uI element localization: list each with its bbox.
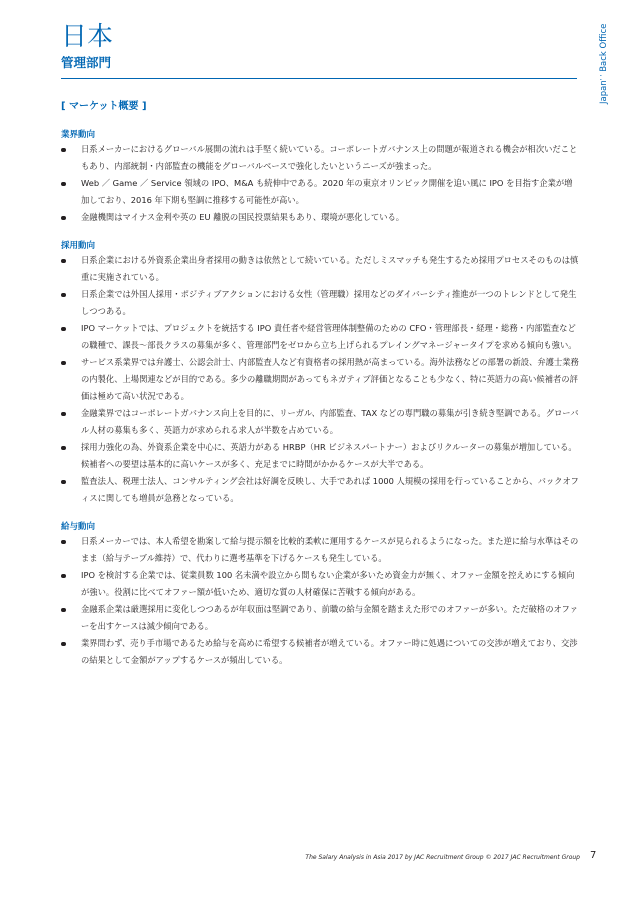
main-content (61, 100, 579, 683)
list-item (61, 601, 579, 635)
bullet-text: Web ／ Game ／ Service 領域の IPO、M&A も続伸中である。2020 年の東京オリンピック開催を追い風に IPO を目指す企業が増加しており、2016 年下期も堅調に推移する可能性が高い。 (81, 178, 573, 205)
section-salary-trends (61, 521, 579, 669)
bullet-text: 監査法人、税理士法人、コンサルティング会社は好調を反映し、大手であれば 1000 人規模の採用を行っていることから、バックオフィスに関しても増員が急務となっている。 (81, 476, 579, 503)
bullet-text: 日系企業における外資系企業出身者採用の動きは依然として続いている。ただしミスマッチも発生するため採用プロセスそのものは慎重に実施されている。 (81, 255, 579, 282)
list-item (61, 209, 579, 226)
bullet-icon (61, 182, 66, 187)
bullet-icon (61, 293, 66, 298)
bullet-text: 金融系企業は厳選採用に変化しつつあるが年収面は堅調であり、前職の給与金額を踏まえた形でのオファーが多い。ただ破格のオファーを出すケースは減少傾向である。 (81, 604, 578, 631)
list-item (61, 252, 579, 286)
bullet-icon (61, 216, 66, 221)
section-heading: 採用動向 (61, 241, 96, 251)
footer-copyright: The Salary Analysis in Asia 2017 by JAC Recruitment Group © 2017 JAC Recruitment Group (305, 854, 580, 861)
list-item (61, 320, 579, 354)
bullet-icon (61, 412, 66, 417)
page-subtitle: 管理部門 (61, 55, 112, 70)
list-item (61, 286, 579, 320)
side-section-label: Japan：Back Office (599, 23, 609, 104)
bullet-icon (61, 361, 66, 366)
bullet-icon (61, 642, 66, 647)
list-item (61, 533, 579, 567)
section-heading: 業界動向 (61, 130, 96, 140)
header-divider (61, 78, 577, 79)
section-heading: 給与動向 (61, 522, 96, 532)
bullet-list (61, 533, 579, 669)
bullet-icon (61, 259, 66, 264)
market-overview-heading: [ マーケット概要 ] (61, 101, 147, 112)
section-industry-trends (61, 129, 579, 226)
page-number: 7 (590, 850, 597, 861)
bullet-text: IPO マーケットでは、プロジェクトを統括する IPO 責任者や経営管理体制整備のための CFO・管理部長・経理・総務・内部監査などの職種で、課長〜部長クラスの募集が多く、管理部門をゼロから立ち上げられるプレイングマネージャータイプを求める傾向も強い。 (81, 323, 577, 350)
list-item (61, 354, 579, 405)
list-item (61, 175, 579, 209)
bullet-text: 採用力強化の為、外資系企業を中心に、英語力がある HRBP（HR ビジネスパートナー）およびリクルーターの募集が増加している。候補者への要望は基本的に高いケースが多く、充足までに時間がかかるケースが大半である。 (81, 442, 577, 469)
bullet-icon (61, 574, 66, 579)
bullet-icon (61, 148, 66, 153)
bullet-text: 日系メーカーにおけるグローバル展開の流れは手堅く続いている。コーポレートガバナンス上の問題が報道される機会が相次いだこともあり、内部統制・内部監査の機能をグローバルベースで強化したいというニーズが強まった。 (81, 144, 578, 171)
bullet-icon (61, 540, 66, 545)
page-title: 日本 (61, 22, 114, 52)
list-item (61, 635, 579, 669)
bullet-text: 金融業界ではコーポレートガバナンス向上を目的に、リーガル、内部監査、TAX などの専門職の募集が引き続き堅調である。グローバル人材の募集も多く、英語力が求められる求人が半数を占めている。 (81, 408, 579, 435)
bullet-text: IPO を検討する企業では、従業員数 100 名未満や設立から間もない企業が多いため資金力が無く、オファー金額を控えめにする傾向が強い。役割に比べてオファー額が低いため、適切な質の人材確保に苦戦する傾向がある。 (81, 570, 575, 597)
bullet-icon (61, 446, 66, 451)
list-item (61, 567, 579, 601)
section-hiring-trends (61, 240, 579, 507)
bullet-list (61, 141, 579, 226)
bullet-icon (61, 608, 66, 613)
list-item (61, 405, 579, 439)
bullet-text: 業界問わず、売り手市場であるため給与を高めに希望する候補者が増えている。オファー時に処遇についての交渉が増えており、交渉の結果として金額がアップするケースが頻出している。 (81, 638, 578, 665)
list-item (61, 141, 579, 175)
bullet-icon (61, 480, 66, 485)
bullet-list (61, 252, 579, 507)
bullet-icon (61, 327, 66, 332)
bullet-text: 日系メーカーでは、本人希望を勘案して給与提示額を比較的柔軟に運用するケースが見られるようになった。また逆に給与水準はそのまま（給与テーブル維持）で、代わりに選考基準を下げるケースも発生している。 (81, 536, 579, 563)
list-item (61, 473, 579, 507)
bullet-text: 金融機関はマイナス金利や英の EU 離脱の国民投票結果もあり、環境が悪化している。 (81, 212, 405, 222)
list-item (61, 439, 579, 473)
bullet-text: 日系企業では外国人採用・ポジティブアクションにおける女性（管理職）採用などのダイバーシティ推進が一つのトレンドとして発生しつつある。 (81, 289, 577, 316)
bullet-text: サービス系業界では弁護士、公認会計士、内部監査人など有資格者の採用熱が高まっている。海外法務などの部署の新設、弁護士業務の内製化、上場関連などが目的である。多少の離職期間があってもネガティブ評価となることも少なく、特に英語力の高い候補者の評価は極めて高い状況である。 (81, 357, 579, 401)
